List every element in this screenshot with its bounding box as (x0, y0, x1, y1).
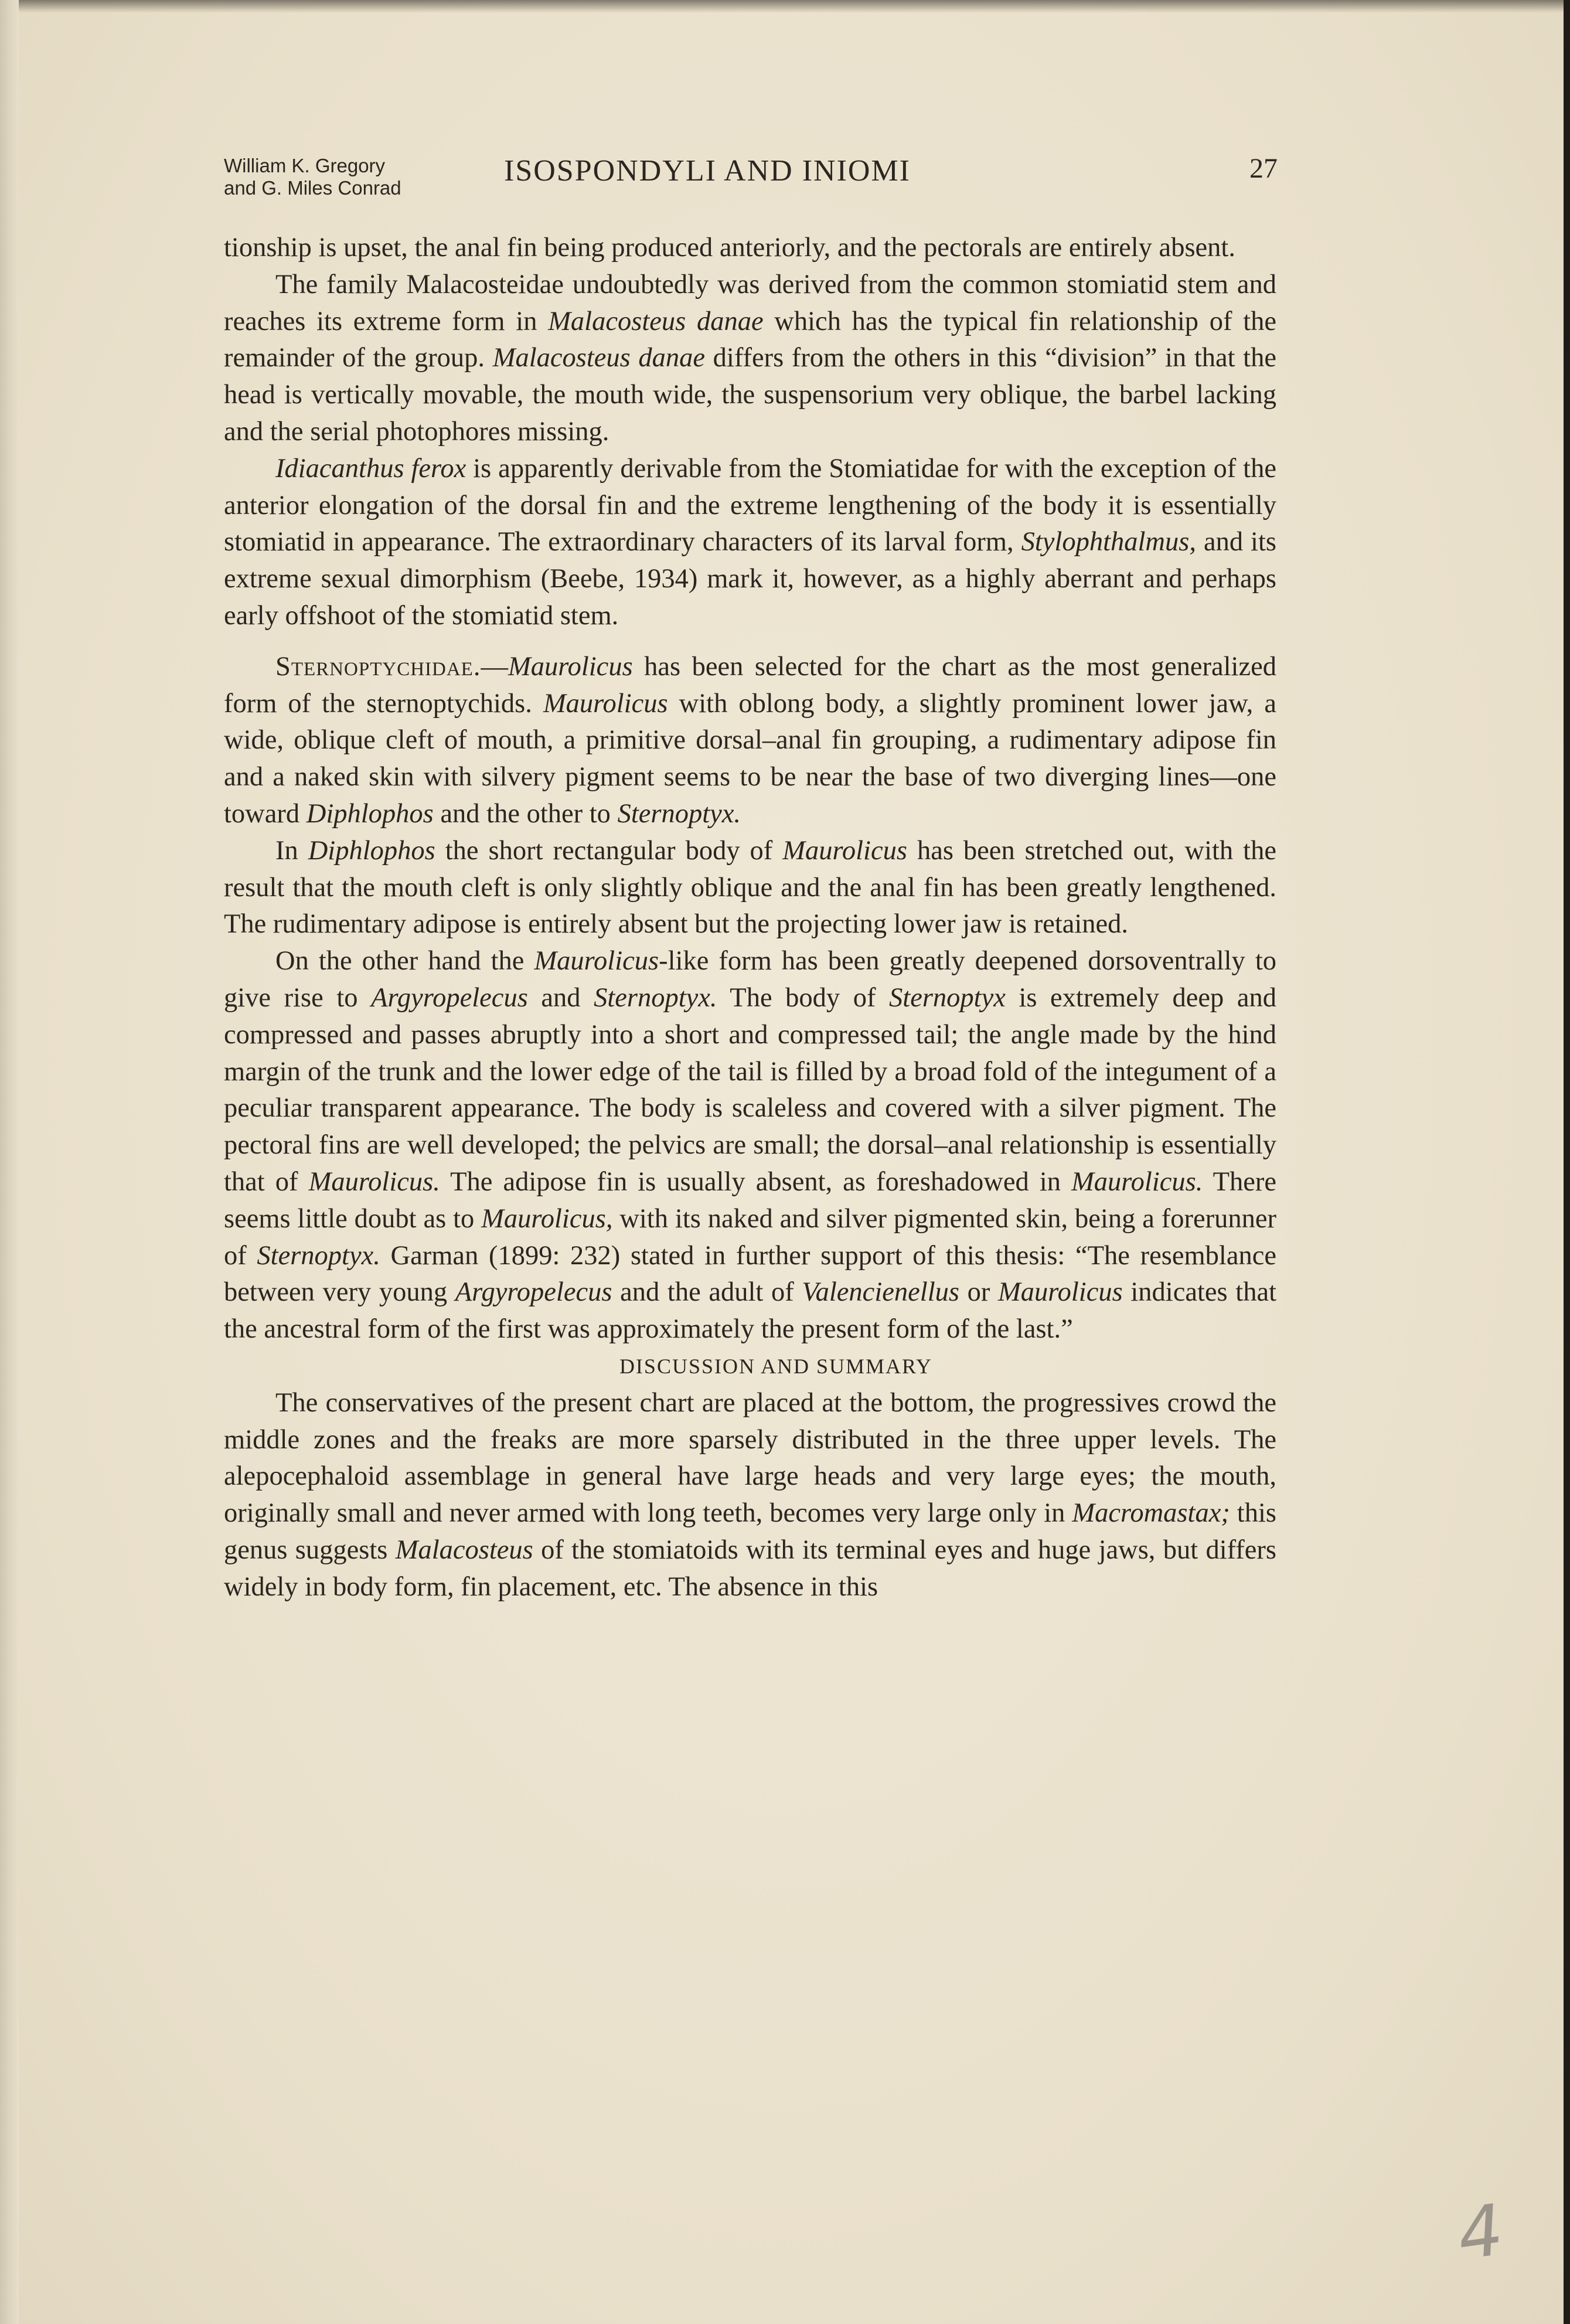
text-run: The conservatives of the present chart are placed at the bottom, the progressives crowd the middle zones and the freaks are more sparsely distributed in the three upper levels. The alepocephaloid assemblage in general have large heads and very large eyes; the mouth, originally small and never armed with long teeth, becomes very large only in (224, 1387, 1276, 1529)
paragraph-diphlophos (224, 833, 1276, 943)
genus-name: Maurolicus (508, 651, 633, 682)
genus-name: Maurolicus (534, 946, 659, 976)
genus-name: Maurolicus. (1071, 1166, 1203, 1197)
text-run: Garman (1899: 232) stated in further support of this thesis: “The resemblance between very young (224, 1240, 1276, 1308)
text-run: There seems little doubt as to (224, 1166, 1277, 1234)
text-run: The body of (717, 982, 890, 1013)
genus-name: Sternoptyx. (594, 982, 717, 1013)
text-run: the short rectangular body of (435, 835, 783, 866)
text-run: differs from the others in this “division” in that the head is vertically movable, the mouth wide, the suspensorium very oblique, the barbel lacking and the serial photophores missing. (224, 343, 1276, 447)
genus-name: Maurolicus, (481, 1203, 613, 1234)
running-head-authors (224, 155, 470, 199)
paragraph-sternoptychidae (224, 649, 1276, 833)
page-binding-edge (0, 0, 19, 2324)
genus-name: Malacosteus (395, 1534, 533, 1565)
body-text (224, 230, 1276, 1605)
text-run: indicates that the ancestral form of the first was approximately the present form of the last.” (224, 1277, 1276, 1345)
text-run: On the other hand the (275, 946, 534, 976)
text-run: this genus suggests (224, 1498, 1276, 1565)
genus-name: Maurolicus (782, 835, 907, 866)
text-run: of the stomiatoids with its terminal eyes and huge jaws, but differs widely in body form, fin placement, etc. The absence in this (224, 1534, 1276, 1602)
section-lead-in: Sternoptychidae. (275, 651, 481, 682)
text-run: — (481, 651, 508, 682)
paragraph-discussion (224, 1385, 1276, 1606)
text-run: is apparently derivable from the Stomiatidae for with the exception of the anterior elongation of the dorsal fin and the extreme lengthening of the body it is essentially stomiatid in appearance. The extraordinary characters of its larval form, (224, 453, 1276, 557)
genus-name: Argyropelecus (455, 1277, 612, 1308)
text-run: -like form has been greatly deepened dorsoventrally to give rise to (224, 946, 1276, 1013)
text-run: which has the typical fin relationship of the remainder of the group. (224, 306, 1276, 373)
genus-name: Valencienellus (802, 1277, 959, 1308)
genus-name: Sternoptyx. (257, 1240, 380, 1271)
genus-name: Diphlophos (306, 798, 434, 829)
page-top-edge (0, 0, 1564, 13)
text-run: and the other to (433, 798, 618, 829)
text-run: has been stretched out, with the result that the mouth cleft is only slightly oblique and the anal fin has been greatly lengthened. The rudimentary adipose is entirely absent but the projecting lower jaw is retained. (224, 835, 1276, 940)
genus-name: Sternoptyx. (617, 798, 741, 829)
text-run: has been selected for the chart as the most generalized form of the sternoptychids. (224, 651, 1276, 719)
text-run: The family Malacosteidae undoubtedly was derived from the common stomiatid stem and reaches its extreme form in (224, 269, 1276, 336)
running-head-title: ISOSPONDYLI AND INIOMI (504, 154, 911, 188)
paragraph-idiacanthus (224, 451, 1276, 635)
author-line-1: William K. Gregory (224, 155, 386, 176)
genus-name: Maurolicus (998, 1277, 1123, 1308)
paragraph-malacosteidae (224, 267, 1276, 451)
genus-name: Maurolicus (543, 688, 668, 719)
author-line-2: and G. Miles Conrad (224, 177, 401, 199)
text-run: In (275, 835, 308, 866)
genus-name: Diphlophos (308, 835, 435, 866)
text-run: or (959, 1277, 999, 1308)
page-number: 27 (1249, 153, 1278, 184)
text-run: and the adult of (612, 1277, 802, 1308)
paragraph-continued (224, 230, 1276, 267)
text-run: with oblong body, a slightly prominent lower jaw, a wide, oblique cleft of mouth, a primitive dorsal–anal fin grouping, a rudimentary adipose fin and a naked skin with silvery pigment seems to be near the base of two diverging lines—one toward (224, 688, 1276, 829)
genus-name: Macromastax; (1072, 1498, 1230, 1529)
handwritten-margin-number: 4 (1452, 2189, 1508, 2277)
genus-name: Sternoptyx (889, 982, 1006, 1013)
genus-name: Argyropelecus (371, 982, 528, 1013)
species-name: Malacosteus danae (548, 306, 764, 336)
genus-name: Stylophthalmus, (1021, 527, 1196, 557)
paragraph-sternoptyx (224, 943, 1276, 1348)
text-run: and (527, 982, 594, 1013)
text-run: is extremely deep and compressed and passes abruptly into a short and compressed tail; the angle made by the hind margin of the trunk and the lower edge of the tail is filled by a broad fold of the integument of a peculiar transparent appearance. The body is scaleless and covered with a silver pigment. The pectoral fins are well developed; the pelvics are small; the dorsal–anal relationship is essentially that of (224, 982, 1277, 1197)
text-run: The adipose fin is usually absent, as foreshadowed in (440, 1166, 1072, 1197)
text-run: and its extreme sexual dimorphism (Beebe, 1934) mark it, however, as a highly aberrant and perhaps early offshoot of the stomiatid stem. (224, 527, 1276, 631)
text-run: tionship is upset, the anal fin being produced anteriorly, and the pectorals are entirely absent. (224, 233, 1235, 263)
section-heading: DISCUSSION AND SUMMARY (619, 1354, 933, 1378)
text-run: with its naked and silver pigmented skin, being a forerunner of (224, 1203, 1276, 1271)
species-name: Idiacanthus ferox (275, 453, 466, 484)
species-name: Malacosteus danae (492, 343, 706, 373)
genus-name: Maurolicus. (308, 1166, 440, 1197)
